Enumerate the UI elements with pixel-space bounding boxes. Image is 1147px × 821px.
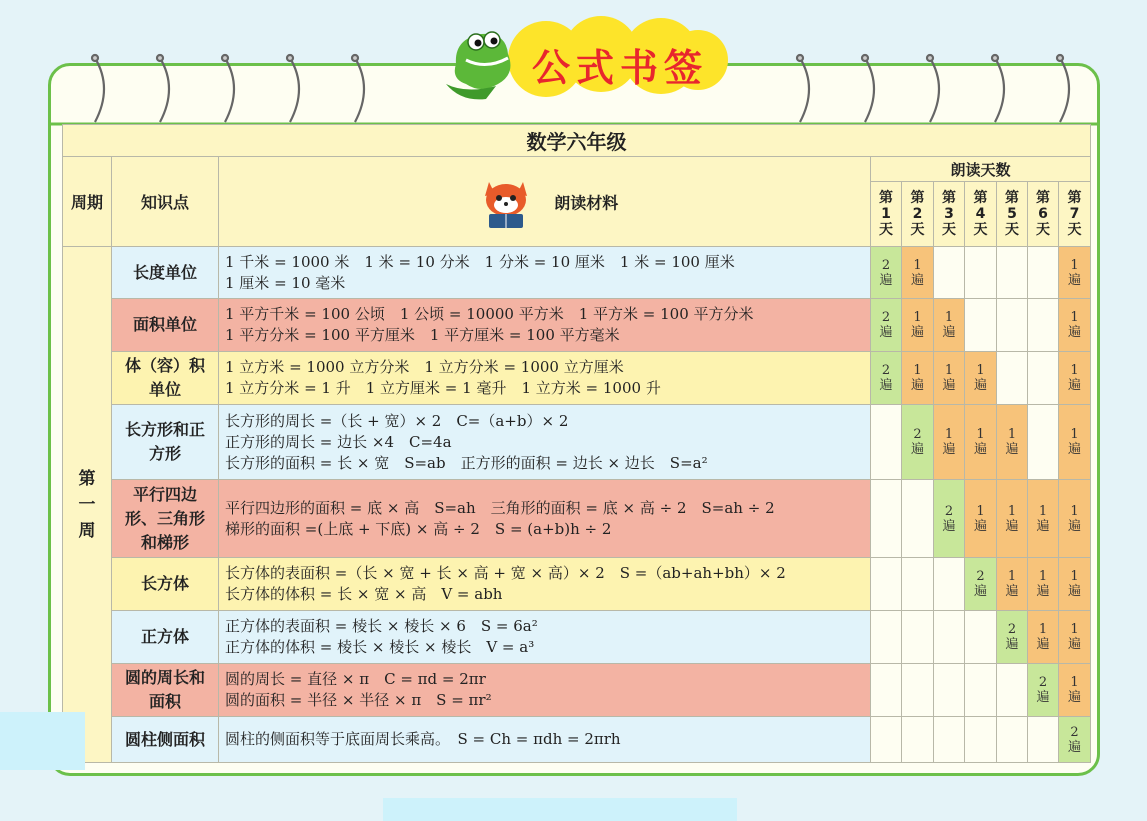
reading-count-text: 1 [944, 310, 954, 325]
reading-count-cell [965, 299, 997, 352]
reading-count-text: 遍 [942, 325, 956, 340]
reading-count-cell [871, 299, 902, 352]
day-header-char: 4 [975, 206, 986, 222]
formula-line: 1 平方分米 = 100 平方厘米 1 平方厘米 = 100 平方毫米 [225, 326, 620, 344]
reading-count-text: 遍 [1005, 637, 1019, 652]
fox-reading-icon [471, 172, 541, 232]
day-header-char: 3 [944, 206, 954, 222]
reading-count-cell [1059, 611, 1091, 664]
topic-line: 长方体 [140, 574, 189, 593]
formula-line: 正方体的体积 = 棱长 × 棱长 × 棱长 V = a³ [225, 638, 535, 656]
formula-line: 正方体的表面积 = 棱长 × 棱长 × 6 S = 6a² [225, 617, 538, 635]
day-header-char: 第 [879, 190, 893, 206]
reading-count-text: 1 [944, 427, 954, 442]
reading-count-text: 遍 [1068, 272, 1082, 288]
reading-count-text: 遍 [1036, 637, 1050, 652]
reading-count-cell [871, 247, 902, 299]
topic-line: 体（容）积 [124, 356, 205, 375]
reading-count-text: 2 [881, 257, 891, 273]
day-header-char: 第 [942, 190, 956, 206]
reading-count-cell [1059, 558, 1091, 611]
reading-count-text: 1 [1070, 310, 1079, 325]
day-header-char: 天 [1036, 222, 1050, 238]
reading-count-text: 1 [1038, 569, 1048, 584]
day-header-6 [1028, 182, 1059, 247]
reading-count-cell [871, 611, 902, 664]
reading-count-text: 1 [976, 427, 985, 442]
reading-count-text: 遍 [910, 442, 924, 457]
reading-count-cell [965, 664, 997, 717]
reading-count-cell [997, 405, 1028, 480]
reading-count-text: 遍 [910, 272, 924, 288]
day-header-char: 7 [1069, 206, 1080, 222]
reading-count-cell [871, 352, 902, 405]
covered-patch-left [0, 712, 85, 770]
topic-cell [112, 352, 219, 405]
reading-count-cell [1028, 664, 1059, 717]
header-material [219, 157, 871, 247]
table-title: 数学六年级 [63, 125, 1091, 157]
reading-count-cell [997, 717, 1028, 763]
reading-count-text: 遍 [910, 378, 924, 393]
formula-cell [219, 405, 871, 480]
day-header-char: 天 [973, 222, 988, 238]
topic-cell [112, 247, 219, 299]
topic-cell [112, 611, 219, 664]
reading-count-cell [1059, 664, 1091, 717]
reading-count-cell [934, 405, 965, 480]
reading-count-text: 遍 [1005, 518, 1019, 534]
reading-count-text: 1 [913, 363, 922, 378]
reading-count-cell [997, 299, 1028, 352]
reading-count-cell [934, 352, 965, 405]
formula-line: 1 厘米 = 10 毫米 [225, 273, 346, 292]
reading-count-cell [934, 299, 965, 352]
week-char: 第 [78, 468, 96, 489]
reading-count-text: 遍 [942, 518, 956, 534]
reading-count-cell [965, 352, 997, 405]
reading-count-text: 1 [976, 363, 985, 378]
banner-char-4: 签 [664, 45, 705, 90]
ring-icon [355, 58, 364, 122]
topic-line: 面积单位 [132, 315, 197, 334]
reading-count-text: 1 [1070, 363, 1079, 378]
reading-count-text: 1 [913, 257, 922, 273]
reading-count-text: 遍 [973, 584, 987, 599]
formula-line: 1 立方分米 = 1 升 1 立方厘米 = 1 毫升 1 立方米 = 1000 升 [225, 379, 661, 397]
reading-count-text: 遍 [1005, 442, 1019, 457]
reading-count-text: 2 [976, 569, 985, 584]
banner-char-2: 式 [575, 45, 616, 90]
reading-count-text: 遍 [973, 518, 987, 534]
formula-table [62, 124, 1091, 763]
formula-line: 长方形的周长 =（长 + 宽）× 2 C=（a+b）× 2 [225, 411, 569, 430]
reading-count-cell [1028, 558, 1059, 611]
formula-cell [219, 611, 871, 664]
reading-count-cell [1059, 480, 1091, 558]
topic-cell [112, 664, 219, 717]
reading-count-text: 遍 [973, 378, 987, 393]
reading-count-cell [997, 352, 1028, 405]
reading-count-text: 遍 [1068, 637, 1082, 652]
ring-icon [800, 58, 809, 122]
day-header-char: 第 [1036, 190, 1050, 206]
reading-count-text: 2 [944, 503, 954, 519]
reading-count-cell [871, 558, 902, 611]
reading-count-cell [934, 558, 965, 611]
reading-count-text: 1 [1070, 427, 1079, 442]
reading-count-text: 2 [881, 363, 891, 378]
reading-count-text: 遍 [1068, 739, 1082, 755]
ring-icon [930, 58, 939, 122]
reading-count-text: 1 [1038, 622, 1048, 637]
reading-count-text: 1 [1070, 257, 1079, 273]
reading-count-text: 1 [1070, 622, 1079, 637]
reading-count-text: 遍 [1036, 584, 1050, 599]
topic-line: 和梯形 [140, 532, 189, 552]
day-header-char: 5 [1007, 206, 1017, 222]
reading-count-cell [1059, 717, 1091, 763]
formula-cell [219, 352, 871, 405]
week-char: 一 [78, 494, 96, 515]
topic-line: 长方形和正 [124, 420, 205, 439]
formula-line: 长方形的面积 = 长 × 宽 S=ab 正方形的面积 = 边长 × 边长 S=a² [225, 453, 708, 472]
formula-line: 圆柱的侧面积等于底面周长乘高。 S = Ch = πdh = 2πrh [225, 730, 621, 748]
reading-count-text: 2 [1070, 724, 1079, 740]
reading-count-cell [902, 352, 934, 405]
reading-count-cell [965, 717, 997, 763]
reading-count-cell [1028, 717, 1059, 763]
reading-count-text: 遍 [973, 442, 987, 457]
banner-title [508, 34, 728, 94]
table-row [63, 664, 1091, 717]
day-header-char: 天 [1005, 222, 1019, 238]
day-header-char: 天 [910, 222, 925, 238]
topic-line: 形、三角形 [124, 508, 205, 528]
formula-line: 1 平方千米 = 100 公顷 1 公顷 = 10000 平方米 1 平方米 = 100 平方分米 [225, 305, 754, 323]
reading-count-text: 1 [1070, 569, 1079, 584]
topic-line: 长度单位 [132, 262, 197, 282]
reading-count-cell [1028, 611, 1059, 664]
reading-count-text: 1 [1007, 569, 1017, 584]
reading-count-text: 2 [913, 427, 922, 442]
reading-count-cell [965, 558, 997, 611]
reading-count-cell [997, 558, 1028, 611]
reading-count-cell [934, 247, 965, 299]
table-row [63, 717, 1091, 763]
ring-icon [95, 58, 104, 122]
day-header-7 [1059, 182, 1091, 247]
formula-line: 圆的周长 = 直径 × π C = πd = 2πr [225, 670, 486, 688]
day-header-char: 6 [1038, 206, 1048, 222]
day-header-1 [871, 182, 902, 247]
day-header-char: 天 [879, 222, 893, 238]
reading-count-cell [1028, 247, 1059, 299]
table-row [63, 247, 1091, 299]
reading-count-cell [934, 480, 965, 558]
ring-icon [290, 58, 299, 122]
banner-char-3: 书 [620, 45, 661, 90]
reading-count-text: 1 [944, 363, 954, 378]
reading-count-text: 2 [1007, 622, 1017, 637]
ring-icon [160, 58, 169, 122]
reading-count-cell [902, 664, 934, 717]
table-row [63, 299, 1091, 352]
formula-cell [219, 664, 871, 717]
reading-count-cell [1059, 247, 1091, 299]
topic-line: 正方体 [140, 627, 189, 646]
ring-icon [1060, 58, 1069, 122]
reading-count-cell [1028, 405, 1059, 480]
covered-patch-bottom [383, 798, 737, 821]
day-header-5 [997, 182, 1028, 247]
topic-cell [112, 299, 219, 352]
day-header-3 [934, 182, 965, 247]
reading-count-text: 1 [1007, 503, 1017, 519]
banner-char-1: 公 [531, 45, 572, 90]
reading-count-cell [1059, 405, 1091, 480]
table-row [63, 405, 1091, 480]
week-char: 周 [78, 520, 96, 541]
table-row [63, 611, 1091, 664]
reading-count-cell [997, 611, 1028, 664]
reading-count-text: 遍 [879, 325, 893, 340]
topic-cell [112, 558, 219, 611]
reading-count-cell [902, 299, 934, 352]
reading-count-cell [1059, 352, 1091, 405]
reading-count-cell [1059, 299, 1091, 352]
day-header-char: 1 [881, 206, 891, 222]
header-material-label: 朗读材料 [554, 193, 619, 212]
table-row [63, 558, 1091, 611]
reading-count-text: 遍 [1068, 584, 1082, 599]
topic-line: 平行四边 [132, 484, 197, 504]
formula-line: 圆的面积 = 半径 × 半径 × π S = πr² [225, 691, 492, 709]
formula-cell [219, 480, 871, 558]
reading-count-cell [934, 611, 965, 664]
header-period: 周期 [63, 157, 112, 247]
reading-count-cell [1028, 299, 1059, 352]
day-header-4 [965, 182, 997, 247]
reading-count-text: 1 [1038, 503, 1048, 519]
week-label [63, 247, 112, 763]
day-header-char: 第 [1005, 190, 1019, 206]
reading-count-cell [902, 717, 934, 763]
ring-icon [225, 58, 234, 122]
formula-cell [219, 247, 871, 299]
reading-count-text: 2 [881, 310, 891, 325]
reading-count-text: 遍 [1068, 325, 1082, 340]
reading-count-cell [902, 611, 934, 664]
reading-count-cell [997, 664, 1028, 717]
formula-line: 1 立方米 = 1000 立方分米 1 立方分米 = 1000 立方厘米 [225, 358, 624, 376]
reading-count-cell [934, 717, 965, 763]
reading-count-text: 遍 [1036, 518, 1050, 534]
table-row [63, 352, 1091, 405]
header-topic: 知识点 [112, 157, 219, 247]
topic-line: 方形 [148, 444, 181, 463]
formula-cell [219, 717, 871, 763]
day-header-char: 2 [912, 206, 923, 222]
day-header-char: 天 [942, 222, 956, 238]
reading-count-text: 遍 [879, 378, 893, 393]
reading-count-cell [997, 480, 1028, 558]
reading-count-cell [871, 717, 902, 763]
reading-count-text: 遍 [1068, 378, 1082, 393]
formula-line: 长方体的表面积 =（长 × 宽 + 长 × 高 + 宽 × 高）× 2 S =（ab+ah+bh）× 2 [225, 564, 786, 582]
reading-count-cell [871, 405, 902, 480]
reading-count-cell [902, 558, 934, 611]
reading-count-cell [902, 247, 934, 299]
day-header-2 [902, 182, 934, 247]
reading-count-text: 1 [1007, 427, 1017, 442]
day-header-char: 第 [910, 190, 925, 206]
ring-icon [865, 58, 874, 122]
reading-count-cell [965, 611, 997, 664]
reading-count-cell [1028, 480, 1059, 558]
topic-line: 圆的周长和 [124, 668, 205, 687]
ring-icon [995, 58, 1004, 122]
table-row [63, 480, 1091, 558]
formula-cell [219, 299, 871, 352]
topic-cell [112, 480, 219, 558]
reading-count-text: 遍 [1068, 690, 1082, 705]
formula-line: 梯形的面积 =(上底 + 下底) × 高 ÷ 2 S = (a+b)h ÷ 2 [225, 519, 612, 538]
reading-count-cell [1028, 352, 1059, 405]
day-header-char: 第 [1067, 190, 1082, 206]
reading-count-text: 1 [976, 503, 985, 519]
reading-count-cell [997, 247, 1028, 299]
formula-line: 平行四边形的面积 = 底 × 高 S=ah 三角形的面积 = 底 × 高 ÷ 2 S=ah ÷ 2 [225, 498, 775, 517]
formula-line: 1 千米 = 1000 米 1 米 = 10 分米 1 分米 = 10 厘米 1 米 = 100 厘米 [225, 252, 735, 271]
reading-count-text: 遍 [1068, 442, 1082, 457]
topic-line: 面积 [148, 692, 181, 711]
reading-count-text: 1 [1070, 675, 1079, 690]
topic-line: 圆柱侧面积 [124, 729, 205, 749]
reading-count-cell [871, 664, 902, 717]
reading-count-cell [965, 247, 997, 299]
day-header-char: 天 [1067, 222, 1082, 238]
reading-count-text: 遍 [942, 442, 956, 457]
topic-cell [112, 717, 219, 763]
reading-count-text: 1 [1070, 503, 1079, 519]
header-days: 朗读天数 [871, 157, 1091, 182]
reading-count-cell [871, 480, 902, 558]
reading-count-text: 遍 [879, 272, 893, 288]
reading-count-cell [965, 480, 997, 558]
reading-count-text: 遍 [1005, 584, 1019, 599]
reading-count-cell [965, 405, 997, 480]
topic-line: 单位 [148, 380, 181, 399]
reading-count-cell [934, 664, 965, 717]
formula-cell [219, 558, 871, 611]
reading-count-text: 遍 [910, 325, 924, 340]
reading-count-cell [902, 480, 934, 558]
reading-count-cell [902, 405, 934, 480]
reading-count-text: 遍 [1036, 690, 1050, 705]
formula-line: 正方形的周长 = 边长 ×4 C=4a [225, 432, 452, 451]
formula-line: 长方体的体积 = 长 × 宽 × 高 V = abh [225, 585, 503, 603]
reading-count-text: 1 [913, 310, 922, 325]
reading-count-text: 2 [1038, 675, 1048, 690]
day-header-char: 第 [973, 190, 988, 206]
reading-count-text: 遍 [1068, 518, 1082, 534]
reading-count-text: 遍 [942, 378, 956, 393]
topic-cell [112, 405, 219, 480]
